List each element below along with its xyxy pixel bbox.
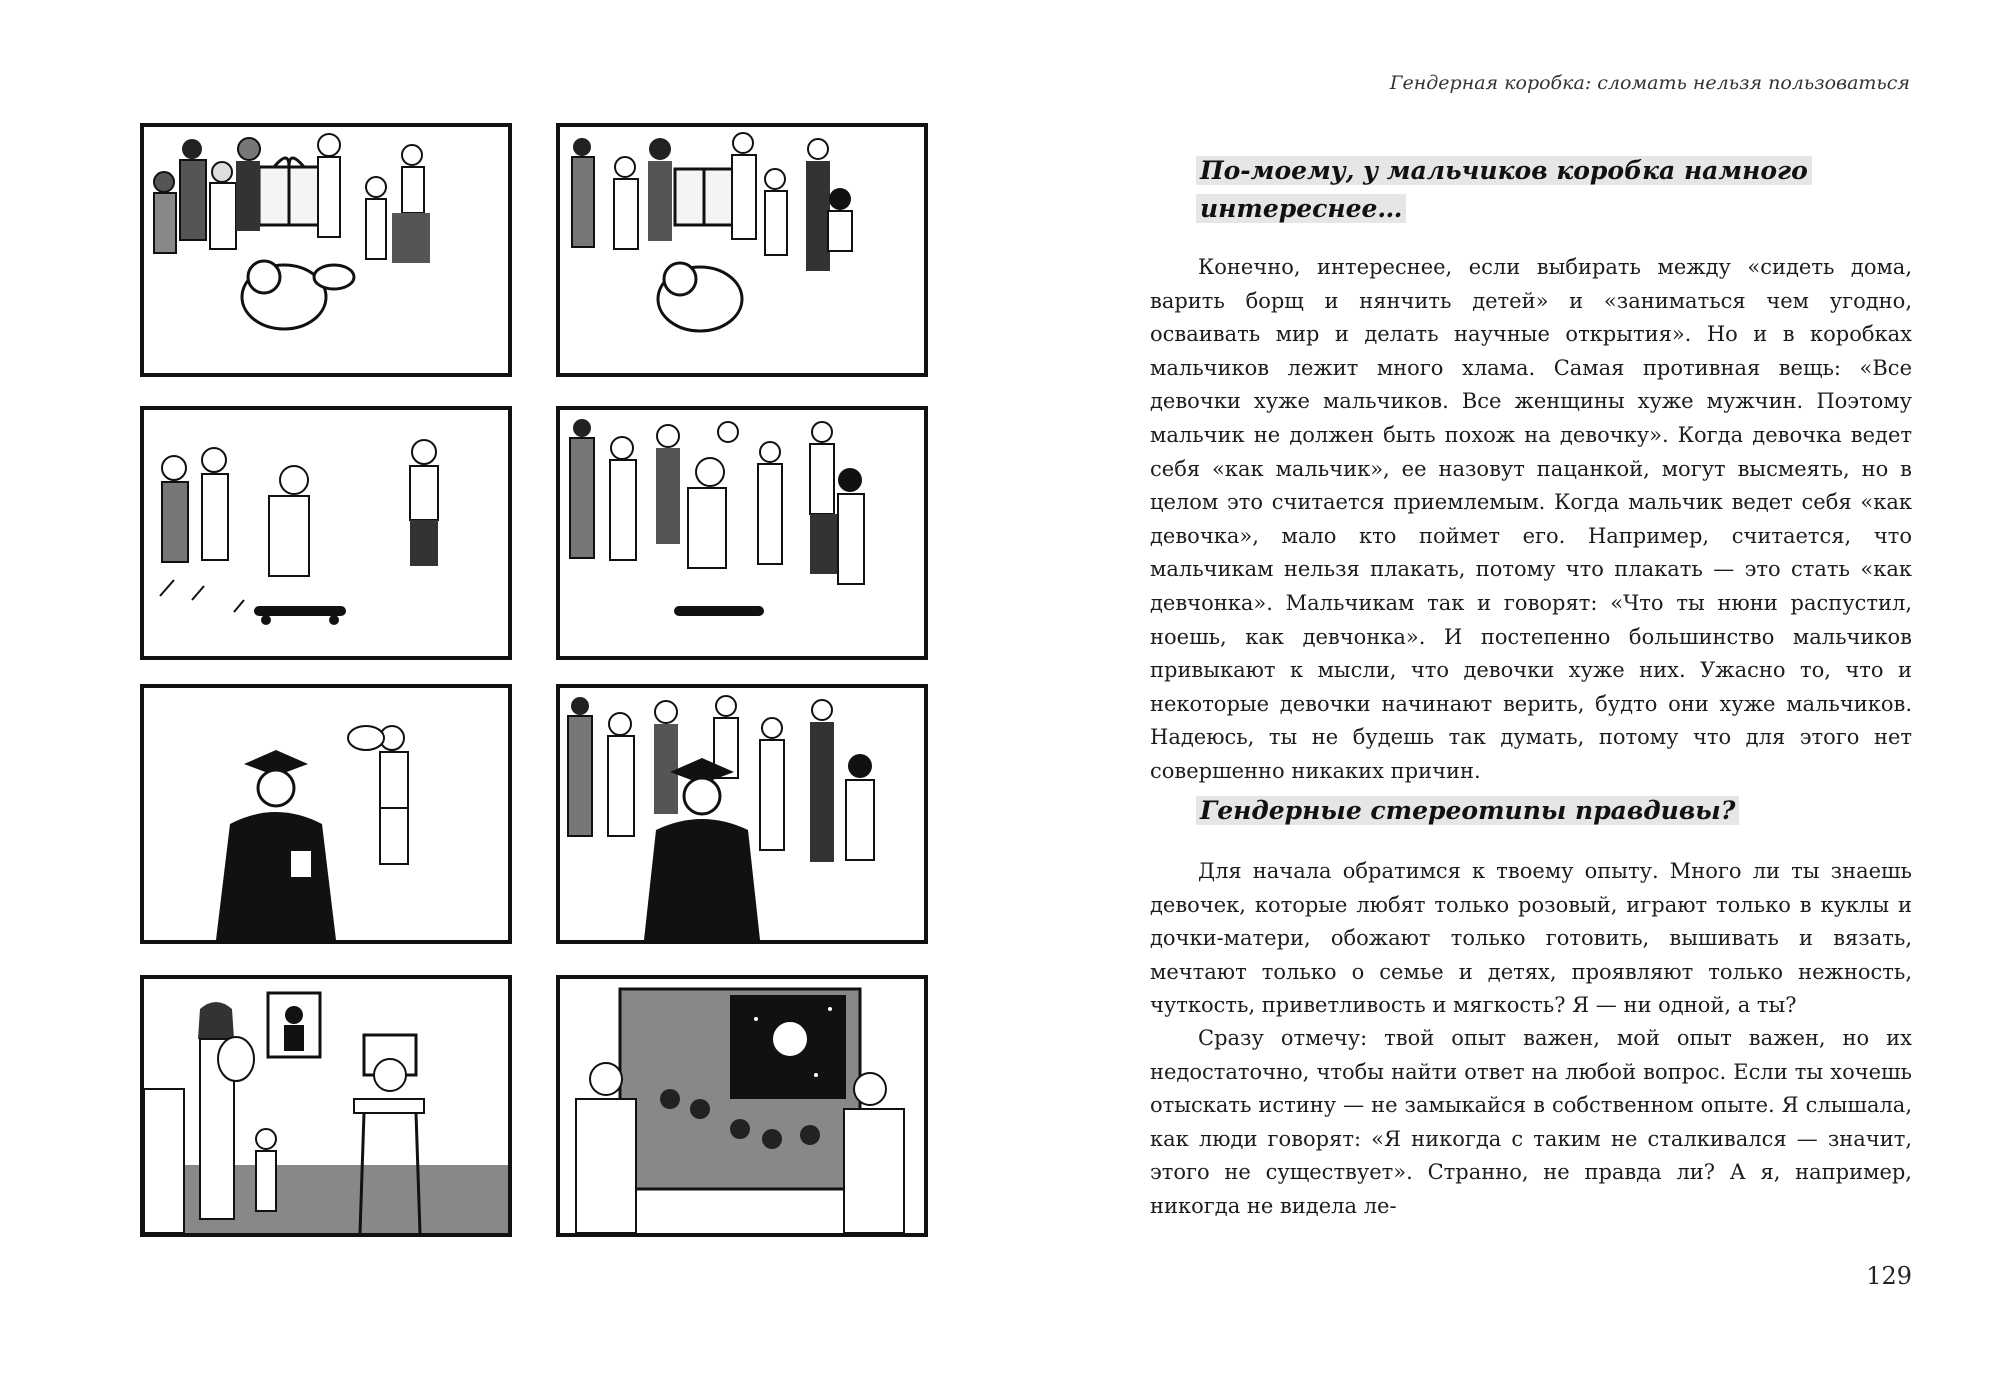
paragraph-truth: Сразу отмечу: твой опыт важен, мой опыт важен, но их недостаточно, чтобы найти ответ на любой вопрос. Если ты хочешь отыскать истину — не замыкайся в собственном опыте. Я слышала, как люди говорят: «Я никогда с таким не сталкивался — значит, этого не существует». Странно, не правда ли? А я, например, никогда не видела ле- [1150,1026,1912,1218]
presentation-with-astronaut-illustration [560,979,924,1233]
comic-panel-7 [140,975,512,1237]
running-head: Гендерная коробка: сломать нельзя пользоваться [1389,72,1910,94]
comic-panel-1 [140,123,512,377]
comic-panel-2 [556,123,928,377]
section-heading-boys-box [1196,152,1816,228]
page-number: 129 [1866,1262,1912,1290]
boy-on-skateboard-illustration [144,410,508,656]
comic-panel-4 [556,406,928,660]
paragraph-boys-box: Конечно, интереснее, если выбирать между «сидеть дома, варить борщ и нянчить детей» и «заниматься чем угодно, осваивать мир и делать научные открытия». Но и в коробках мальчиков лежит много хлама. Самая противная вещь: «Все девочки хуже мальчиков. Все женщины хуже мужчин. Поэтому мальчик не должен быть похож на девочку». Когда девочка ведет себя «как мальчик», ее назовут пацанкой, могут высмеять, но в целом это считается приемлемым. Когда мальчик ведет себя «как девочка», мало кто поймет его. Например, считается, что мальчикам нельзя плакать, потому что плакать — это стать «как девчонка». Мальчикам так и говорят: «Что ты нюни распустил, ноешь, как девчонка». И постепенно большинство мальчиков привыкают к мысли, что девочки хуже них. Ужасно то, что и некоторые девочки начинают верить, будто они хуже мальчиков. Надеюсь, ты не будешь так думать, потому что для этого нет совершенно никаких причин. [1150,255,1912,783]
comic-panel-8 [556,975,928,1237]
crowd-and-skateboard-illustration [560,410,924,656]
section-heading-stereotypes [1196,792,1816,830]
comic-panel-6 [556,684,928,944]
crowd-with-gift-box-illustration [560,127,924,373]
heading-stereotypes-text: Гендерные стереотипы правдивы? [1196,796,1739,825]
comic-panel-5 [140,684,512,944]
heading-line-2: интереснее… [1196,194,1406,223]
comic-panel-3 [140,406,512,660]
paragraph-experience: Для начала обратимся к твоему опыту. Много ли ты знаешь девочек, которые любят только розовый, играют только в куклы и дочки-матери, обожают только готовить, вышивать и вязать, мечтают только о семье и детях, проявляют только нежность, чуткость, приветливость и мягкость? Я — ни одной, а ты? [1150,859,1912,1018]
family-with-gift-box-illustration [144,127,508,373]
heading-line-1: По-моему, у мальчиков коробка намного [1196,156,1812,185]
graduate-illustration [144,688,508,940]
mother-and-children-illustration [144,979,508,1233]
crowd-and-graduate-illustration [560,688,924,940]
